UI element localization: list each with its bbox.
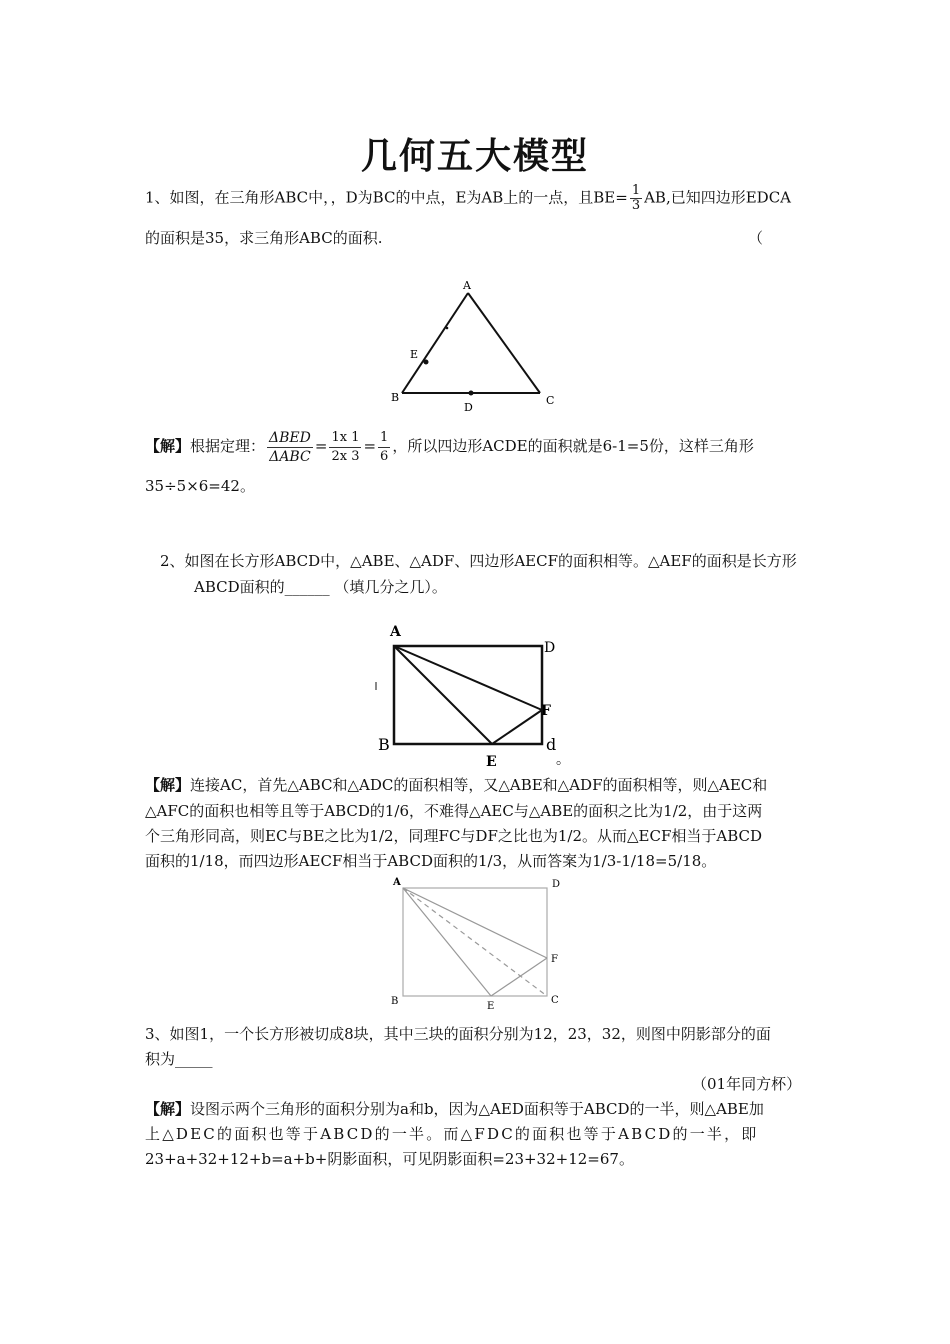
segment-ef xyxy=(492,710,542,744)
label-d-lower: d xyxy=(546,735,557,754)
trailing-period: 。 xyxy=(556,752,570,768)
solution-tail: ，所以四边形ACDE的面积就是6-1=5份，这样三角形 xyxy=(392,437,754,455)
label-d: D xyxy=(544,640,556,656)
equals-sign: = xyxy=(314,437,328,455)
rectangle-figure-2 xyxy=(385,872,575,1012)
rectangle-abcd xyxy=(394,646,542,744)
ratio-numerator: ΔBED xyxy=(269,429,311,446)
solution-lead: 根据定理： xyxy=(190,437,266,455)
ratio-denominator: ΔABC xyxy=(269,448,311,465)
solution-3-text-1: 设图示两个三角形的面积分别为a和b，因为△AED面积等于ABCD的一半，则△ABE加 xyxy=(190,1100,764,1118)
problem-3-line-2: 积为_____ xyxy=(145,1050,213,1068)
solution-prefix: 【解】 xyxy=(145,776,191,794)
label-b: B xyxy=(391,996,399,1007)
solution-3-line-3: 23+a+32+12+b=a+b+阴影面积，可见阴影面积=23+32+12=67。 xyxy=(145,1150,634,1168)
solution-1-line-1 xyxy=(145,428,754,466)
solution-1-line-2: 35÷5×6=42。 xyxy=(145,477,255,495)
problem-1-text-pre: 1、如图，在三角形ABC中，，D为BC的中点，E为AB上的一点，且BE= xyxy=(145,188,628,207)
label-d: D xyxy=(552,879,561,890)
equals-sign: = xyxy=(363,437,377,455)
label-d: D xyxy=(464,401,473,413)
segment-ae xyxy=(403,888,491,996)
solution-prefix: 【解】 xyxy=(145,437,191,455)
label-b: B xyxy=(391,391,400,404)
segment-ef xyxy=(491,958,547,996)
result-numerator: 1 xyxy=(378,429,390,448)
label-e: E xyxy=(410,348,419,361)
problem-2-line-2: ABCD面积的______ （填几分之几）。 xyxy=(194,578,447,596)
result-fraction xyxy=(378,429,390,466)
label-f: F xyxy=(551,954,558,965)
label-e: E xyxy=(486,754,497,768)
label-c: C xyxy=(546,394,555,407)
triangle-figure xyxy=(388,278,558,413)
label-e: E xyxy=(487,1001,495,1012)
segment-af xyxy=(394,646,542,710)
solution-2-line-4: 面积的1/18，而四边形AECF相当于ABCD面积的1/3，从而答案为1/3-1/18=5/18。 xyxy=(145,852,717,870)
fraction-numerator: 1 xyxy=(631,183,641,198)
segment-af xyxy=(403,888,547,958)
solution-2-line-2: △AFC的面积也相等且等于ABCD的1/6，不难得△AEC与△ABE的面积之比为1/2，由于这两 xyxy=(145,802,763,820)
result-denominator: 6 xyxy=(380,448,389,464)
label-a: A xyxy=(390,624,401,640)
problem-1-line-1 xyxy=(145,184,791,213)
product-fraction xyxy=(329,429,361,466)
solution-2-line-3: 个三角形同高，则EC与BE之比为1/2，同理FC与DF之比也为1/2。从而△ECF相当于ABCD xyxy=(145,827,763,845)
label-c: C xyxy=(551,995,559,1006)
solution-3-line-2: 上△DEC的面积也等于ABCD的一半。而△FDC的面积也等于ABCD的一半，即 xyxy=(145,1125,759,1143)
problem-3-source: （01年同方杯） xyxy=(692,1075,802,1093)
problem-1-text-post: AB,已知四边形EDCA xyxy=(644,188,792,207)
side-ac xyxy=(468,293,540,393)
label-a: A xyxy=(463,279,471,292)
problem-2-line-1: 2、如图在长方形ABCD中，△ABE、△ADF、四边形AECF的面积相等。△AEF的面积是长方形 xyxy=(160,552,797,570)
segment-ae xyxy=(394,646,492,744)
product-denominator: 2x 3 xyxy=(331,448,360,464)
label-b: B xyxy=(378,735,390,754)
label-a: A xyxy=(393,877,401,888)
point-d xyxy=(469,391,474,396)
solution-3-line-1 xyxy=(145,1099,764,1119)
problem-3-line-1: 3、如图1，一个长方形被切成8块，其中三块的面积分别为12，23，32，则图中阴影部分的面 xyxy=(145,1025,771,1043)
tick-mark xyxy=(446,327,449,330)
stray-parenthesis: （ xyxy=(748,229,764,247)
fraction-denominator: 3 xyxy=(631,198,641,213)
solution-2-text-1: 连接AC，首先△ABC和△ADC的面积相等，又△ABE和△ADF的面积相等，则△AEC和 xyxy=(190,776,768,794)
fraction-one-third xyxy=(630,184,642,213)
side-ab xyxy=(402,293,468,393)
page-title: 几何五大模型 xyxy=(360,135,589,177)
rectangle-figure-1 xyxy=(370,618,590,768)
point-e xyxy=(424,360,429,365)
product-numerator: 1x 1 xyxy=(329,429,361,448)
solution-2-line-1 xyxy=(145,775,767,795)
diagonal-ac xyxy=(403,888,547,996)
solution-prefix: 【解】 xyxy=(145,1100,191,1118)
problem-1-line-2: 的面积是35，求三角形ABC的面积. xyxy=(145,229,383,247)
ratio-fraction xyxy=(267,429,313,466)
label-f: F xyxy=(541,703,551,719)
